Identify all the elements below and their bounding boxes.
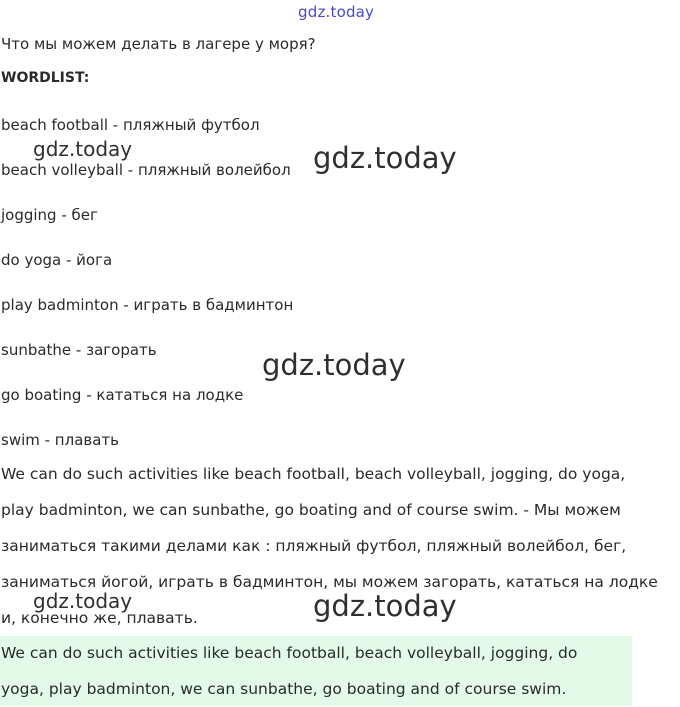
wordlist-item: play badminton - играть в бадминтон — [1, 296, 294, 314]
paragraph-line: заниматься такими делами как : пляжный футбол, пляжный волейбол, бег, — [1, 537, 627, 555]
wordlist-item: beach volleyball - пляжный волейбол — [1, 161, 291, 179]
wordlist-item: jogging - бег — [1, 206, 98, 224]
wordlist-heading: WORDLIST: — [1, 70, 90, 86]
paragraph-line: заниматься йогой, играть в бадминтон, мы можем загорать, кататься на лодке — [1, 573, 658, 591]
site-watermark-top: gdz.today — [298, 3, 375, 21]
paragraph-line: We can do such activities like beach football, beach volleyball, jogging, do yoga, — [1, 465, 626, 483]
watermark: gdz.today — [313, 141, 457, 175]
wordlist-item: swim - плавать — [1, 431, 120, 449]
answer-line: We can do such activities like beach football, beach volleyball, jogging, do — [1, 644, 578, 662]
answer-line: yoga, play badminton, we can sunbathe, go boating and of course swim. — [1, 680, 567, 698]
wordlist-item: beach football - пляжный футбол — [1, 116, 260, 134]
wordlist-item: do yoga - йога — [1, 251, 113, 269]
watermark: gdz.today — [262, 348, 406, 382]
question-title: Что мы можем делать в лагере у моря? — [1, 35, 316, 53]
wordlist-item: sunbathe - загорать — [1, 341, 157, 359]
wordlist-item: go boating - кататься на лодке — [1, 386, 244, 404]
paragraph-line: и, конечно же, плавать. — [1, 609, 198, 627]
paragraph-line: play badminton, we can sunbathe, go boating and of course swim. - Мы можем — [1, 501, 621, 519]
watermark: gdz.today — [313, 589, 457, 623]
watermark: gdz.today — [33, 589, 133, 613]
watermark: gdz.today — [33, 137, 133, 161]
